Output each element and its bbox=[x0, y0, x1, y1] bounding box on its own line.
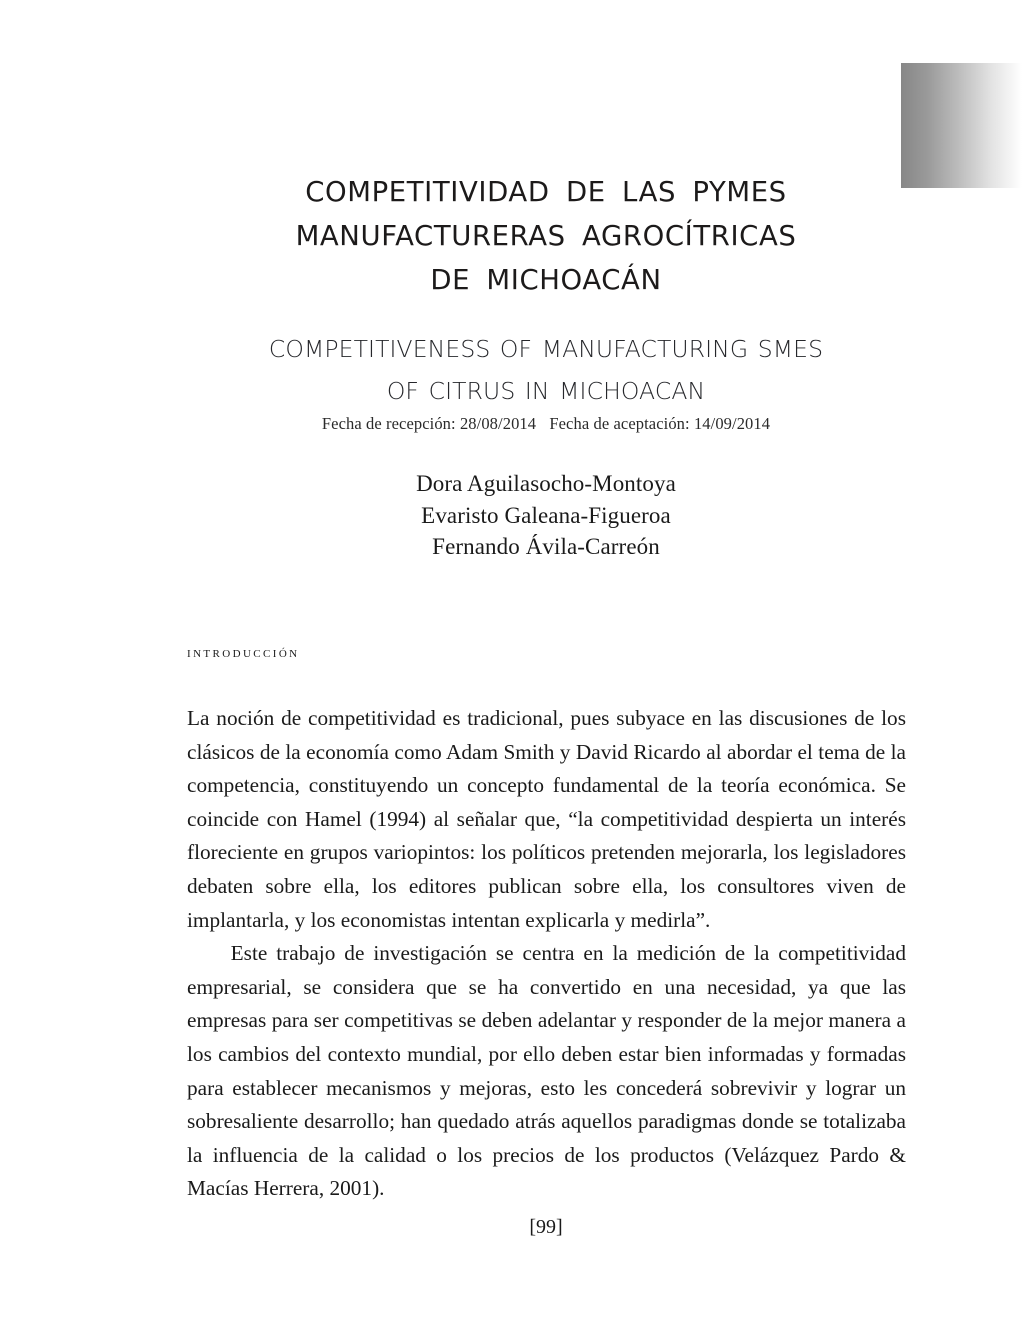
author-name: Dora Aguilasocho-Montoya bbox=[416, 471, 676, 496]
gradient-swatch-decoration bbox=[901, 63, 1022, 188]
reception-date-value: 28/08/2014 bbox=[459, 414, 537, 433]
article-title-spanish-line-2: MANUFACTURERAS AGROCÍTRICAS bbox=[295, 220, 797, 252]
acceptance-date-value: 14/09/2014 bbox=[693, 414, 771, 433]
article-title-english-line-2: OF CITRUS IN MICHOACAN bbox=[386, 377, 706, 405]
title-block bbox=[187, 170, 905, 412]
body-paragraph: Este trabajo de investigación se centra en la medición de la competitividad empresarial, se considera que se ha convertido en una necesidad, ya que las empresas para ser competitivas se deben adelantar y responder de la mejor manera a los cambios del contexto mundial, por ello deben estar bien informadas y formadas para establecer mecanismos y mejoras, esto les concederá sobrevivir y lograr un sobresaliente desarrollo; han quedado atrás aquellos paradigmas donde se totalizaba la influencia de la calidad o los precios de los productos (Velázquez Pardo & Macías Herrera, 2001). bbox=[187, 941, 906, 1201]
reception-date-label: Fecha de recepción: bbox=[321, 414, 456, 433]
acceptance-date-label: Fecha de aceptación: bbox=[549, 414, 690, 433]
section-heading-introduccion: introducción bbox=[187, 644, 300, 661]
article-title-spanish bbox=[187, 170, 905, 302]
author-list bbox=[187, 468, 905, 563]
article-title-english-line-1: COMPETITIVENESS OF MANUFACTURING SMES bbox=[268, 335, 824, 363]
page-number: [99] bbox=[529, 1216, 563, 1238]
author-name: Evaristo Galeana-Figueroa bbox=[421, 502, 671, 528]
article-title-english bbox=[187, 328, 905, 412]
publication-dates bbox=[187, 414, 905, 434]
body-paragraph: La noción de competitividad es tradicional, pues subyace en las discusiones de los clásicos de la economía como Adam Smith y David Ricardo al abordar el tema de la competencia, constituyendo un concepto fundamental de la teoría económica. Se coincide con Hamel (1994) al señalar que, “la competitividad despierta un interés floreciente en grupos variopintos: los políticos pretenden mejorarla, los legisladores debaten sobre ella, los editores publican sobre ella, los consultores viven de implantarla, y los economistas intentan explicarla y medirla”. bbox=[187, 706, 906, 932]
body-text bbox=[187, 702, 906, 1206]
author-name: Fernando Ávila-Carreón bbox=[432, 534, 660, 559]
article-title-spanish-line-1: COMPETITIVIDAD DE LAS PYMES bbox=[305, 176, 787, 208]
article-title-spanish-line-3: DE MICHOACÁN bbox=[430, 264, 662, 296]
